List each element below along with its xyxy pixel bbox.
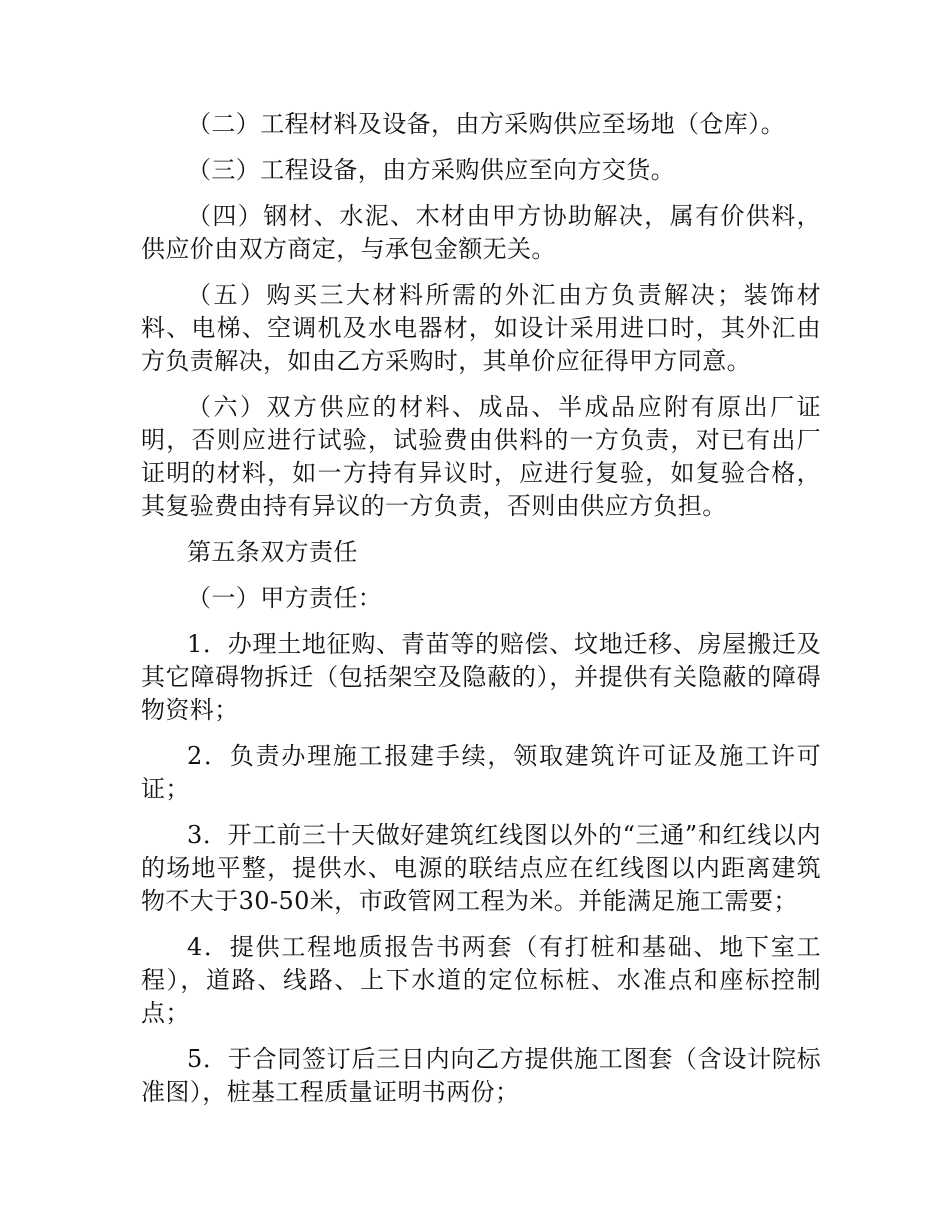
paragraph-steel-cement-timber: （四）钢材、水泥、木材由甲方协助解决，属有价供料，供应价由双方商定，与承包金额无关。	[141, 202, 821, 263]
list-item-site-preparation: 3．开工前三十天做好建筑红线图以外的“三通”和红线以内的场地平整，提供水、电源的联结点应在红线图以内距离建筑物不大于30-50米，市政管网工程为米。并能满足施工需要；	[141, 821, 821, 915]
list-item-construction-permits: 2．负责办理施工报建手续，领取建筑许可证及施工许可证；	[141, 742, 821, 803]
list-item-geological-report: 4．提供工程地质报告书两套（有打桩和基础、地下室工程），道路、线路、上下水道的定位标桩、水准点和座标控制点；	[141, 933, 821, 1027]
paragraph-foreign-exchange: （五）购买三大材料所需的外汇由方负责解决；装饰材料、电梯、空调机及水电器材，如设计采用进口时，其外汇由方负责解决，如由乙方采购时，其单价应征得甲方同意。	[141, 281, 821, 375]
subheading-party-a-responsibilities: （一）甲方责任：	[187, 584, 383, 612]
paragraph-equipment-delivery: （三）工程设备，由方采购供应至向方交货。	[187, 156, 675, 184]
list-item-construction-drawings: 5．于合同签订后三日内向乙方提供施工图套（含设计院标准图），桩基工程质量证明书两份；	[141, 1045, 821, 1106]
list-item-land-acquisition: 1．办理土地征购、青苗等的赔偿、坟地迁移、房屋搬迁及其它障碍物拆迁（包括架空及隐蔽的），并提供有关隐蔽的障碍物资料；	[141, 630, 821, 724]
paragraph-materials-equipment: （二）工程材料及设备，由方采购供应至场地（仓库）。	[187, 110, 785, 138]
document-body	[141, 108, 821, 1122]
paragraph-material-certificates: （六）双方供应的材料、成品、半成品应附有原出厂证明，否则应进行试验，试验费由供料的一方负责，对已有出厂证明的材料，如一方持有异议时，应进行复验，如复验合格，其复验费由持有异议的一方负责，否则由供应方负担。	[141, 393, 821, 520]
section-heading-responsibilities: 第五条双方责任	[187, 538, 358, 566]
